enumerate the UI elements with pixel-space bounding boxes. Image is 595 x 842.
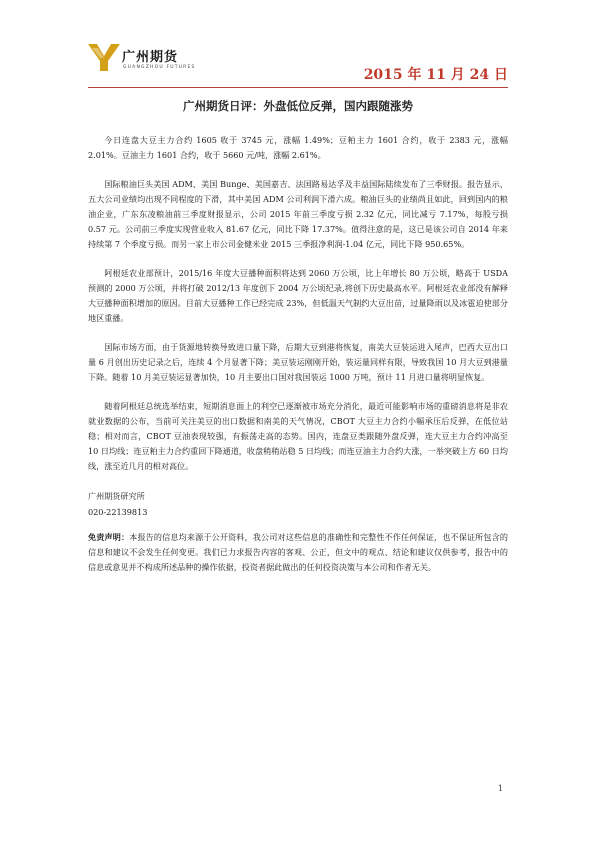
disclaimer-label: 免责声明： — [88, 532, 130, 542]
logo-mark-icon — [88, 42, 120, 72]
report-date: 2015 年 11 月 24 日 — [363, 67, 508, 83]
signature-block — [88, 488, 508, 520]
disclaimer — [88, 530, 508, 575]
report-header — [88, 40, 508, 92]
logo-text-en: GUANGZHOU FUTURES — [123, 65, 196, 70]
report-title: 广州期货日评：外盘低位反弹，国内跟随涨势 — [183, 99, 413, 113]
company-logo — [88, 40, 248, 84]
logo-text-cn: 广州期货 — [122, 50, 179, 65]
header-divider — [88, 87, 508, 88]
paragraph-outlook: 随着阿根廷总统选举结束，短期消息面上的利空已逐渐被市场充分消化，最近可能影响市场的重磅消息将是非农就业数据的公布，当前可关注美豆的出口数据和南美的天气情况，CBOT 大豆主力合约小幅承压后反弹，在低位站稳；相对而言，CBOT 豆油表现较强，有振荡走高的态势。国内，连盘豆类跟随外盘反弹，连大豆主力合约冲高至 10 日均线；连豆粕主力合约重回下降通道，收盘稍稍站稳 5 日均线；而连豆油主力合约大涨，一举突破上方 60 日均线，涨至近几月的相对高位。 — [88, 401, 508, 471]
paragraph-international: 国际市场方面，由于货源地转换导致进口量下降，后期大豆到港将恢复，南美大豆装运进入尾声，巴西大豆出口量 6 月创出历史记录之后，连续 4 个月显著下降；美豆装运刚刚开始，装运量同样有限，导致我国 10 月大豆到港量下降。随着 10 月美豆装运显著加快，10 月主要出口国对我国装运 1000 万吨，预计 11 月进口量将明显恢复。 — [88, 342, 508, 382]
report-body — [88, 133, 508, 575]
signature-org: 广州期货研究所 — [88, 491, 145, 501]
paragraph-earnings: 国际粮油巨头美国 ADM、美国 Bunge、美国嘉吉、法国路易达孚及丰益国际陆续发布了三季财报。报告显示，五大公司业绩均出现不同程度的下滑，其中美国 ADM 公司利润下滑六成。粮油巨头的业绩尚且如此，回到国内的粮油企业，广东东凌粮油前三季度财报显示，公司 2015 年前三季度亏损 2.32 亿元，同比减亏 7.17%，每股亏损 0.57 元。公司前三季度实现营业收入 81.67 亿元，同比下降 17.37%。值得注意的是，这已是该公司自 2014 年来持续第 7 个季度亏损。而另一家上市公司金健米业 2015 三季报净利润-1.04 亿元，同比下降 950.65%。 — [88, 179, 508, 249]
page-number: 1 — [498, 784, 504, 793]
paragraph-argentina: 阿根廷农业部预计，2015/16 年度大豆播种面积将达到 2060 万公顷，比上年增长 80 万公顷，略高于 USDA 预测的 2000 万公顷，并将打破 2012/13 年度创下 2004 万公顷纪录,将创下历史最高水平。阿根廷农业部没有解释大豆播种面积增加的原因。目前大豆播种工作已经完成 23%，但低温天气制约大豆出苗，过量降雨以及冰雹迫使部分地区重播。 — [88, 268, 508, 323]
disclaimer-text: 本报告的信息均来源于公开资料，我公司对这些信息的准确性和完整性不作任何保证，也不保证所包含的信息和建议不会发生任何变更。我们已力求报告内容的客观、公正，但文中的观点、结论和建议仅供参考，报告中的信息或意见并不构成所述品种的操作依据，投资者据此做出的任何投资决策与本公司和作者无关。 — [88, 532, 508, 572]
paragraph-market-close: 今日连盘大豆主力合约 1605 收于 3745 元，涨幅 1.49%；豆粕主力 1601 合约，收于 2383 元，涨幅 2.01%。豆油主力 1601 合约，收于 5660 元/吨，涨幅 2.61%。 — [88, 135, 508, 160]
signature-phone: 020-22139813 — [88, 507, 148, 517]
